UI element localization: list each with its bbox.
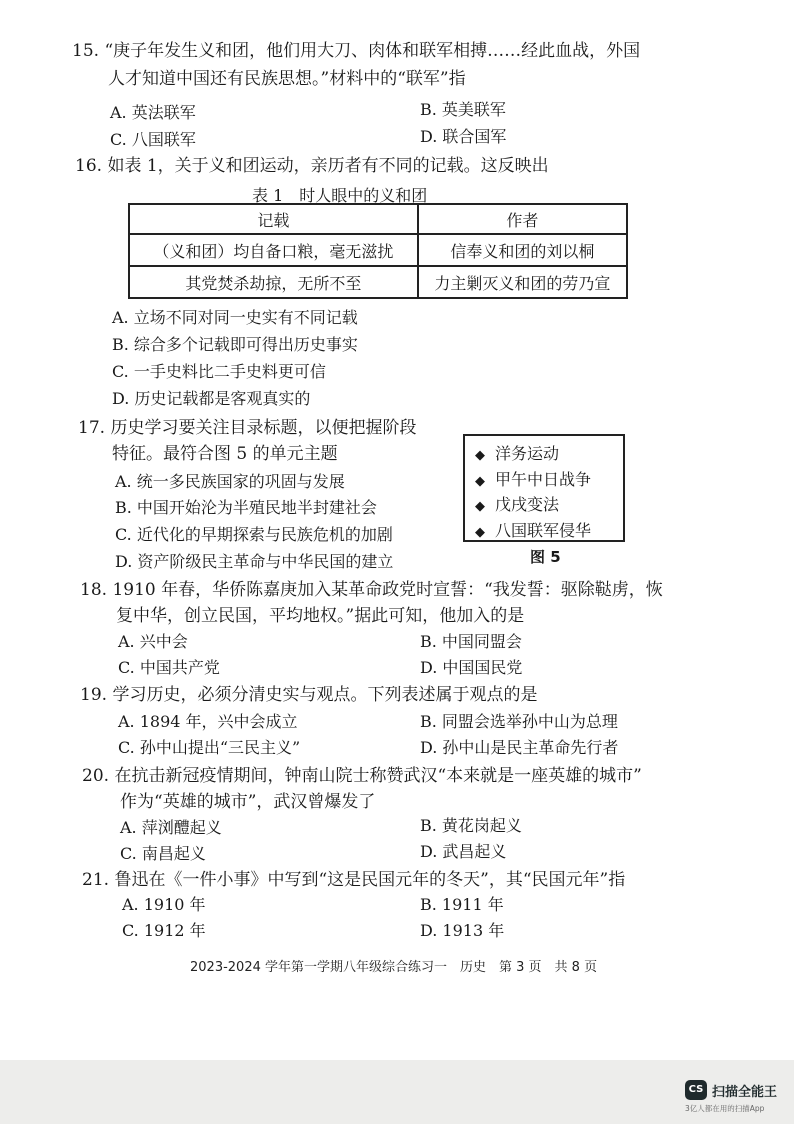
q21-option-b: B. 1911 年 — [420, 895, 504, 914]
table-header-record: 记载 — [129, 204, 418, 234]
q21-option-d: D. 1913 年 — [420, 921, 505, 940]
table-cell: 信奉义和团的刘以桐 — [418, 234, 627, 266]
table-row — [129, 266, 627, 298]
question-19-line-1: 19. 学习历史，必须分清史实与观点。下列表述属于观点的是 — [80, 685, 538, 705]
table-title: 表 1 时人眼中的义和团 — [252, 186, 428, 205]
q19-option-b: B. 同盟会选举孙中山为总理 — [420, 712, 618, 731]
table-header-row — [129, 204, 627, 234]
q17-option-a: A. 统一多民族国家的巩固与发展 — [115, 472, 345, 491]
q21-option-c: C. 1912 年 — [122, 921, 206, 940]
table-cell: 力主剿灭义和团的劳乃宣 — [418, 266, 627, 298]
table-cell: 其党焚杀劫掠，无所不至 — [129, 266, 418, 298]
q20-option-d: D. 武昌起义 — [420, 842, 507, 861]
q19-option-a: A. 1894 年，兴中会成立 — [118, 712, 298, 731]
table-header-author: 作者 — [418, 204, 627, 234]
question-20-line-1: 20. 在抗击新冠疫情期间，钟南山院士称赞武汉“本来就是一座英雄的城市” — [82, 766, 642, 786]
figure-item — [475, 442, 623, 468]
q20-option-c: C. 南昌起义 — [120, 844, 206, 863]
figure-item-label: 甲午中日战争 — [495, 469, 592, 489]
camscanner-logo-icon: CS — [685, 1080, 707, 1100]
diamond-bullet-icon: ◆ — [475, 499, 485, 514]
figure-item — [475, 468, 623, 494]
question-21-line-1: 21. 鲁迅在《一件小事》中写到“这是民国元年的冬天”，其“民国元年”指 — [82, 870, 626, 890]
question-20-line-2: 作为“英雄的城市”，武汉曾爆发了 — [120, 792, 376, 812]
question-18-line-1: 18. 1910 年春，华侨陈嘉庚加入某革命政党时宣誓：“我发誓：驱除鞑虏，恢 — [80, 580, 663, 600]
figure-5-box — [463, 434, 625, 542]
question-18-line-2: 复中华，创立民国，平均地权。”据此可知，他加入的是 — [116, 606, 525, 626]
table-cell: （义和团）均自备口粮，毫无滋扰 — [129, 234, 418, 266]
watermark-name: 扫描全能王 — [712, 1085, 778, 1100]
q19-option-d: D. 孙中山是民主革命先行者 — [420, 738, 619, 757]
q20-option-b: B. 黄花岗起义 — [420, 816, 522, 835]
question-16-line-1: 16. 如表 1，关于义和团运动，亲历者有不同的记载。这反映出 — [75, 156, 549, 176]
q16-option-d: D. 历史记载都是客观真实的 — [112, 389, 311, 408]
diamond-bullet-icon: ◆ — [475, 448, 485, 463]
q15-option-d: D. 联合国军 — [420, 127, 507, 146]
figure-5-caption: 图 5 — [530, 548, 561, 566]
q17-option-b: B. 中国开始沦为半殖民地半封建社会 — [115, 498, 377, 517]
q17-option-d: D. 资产阶级民主革命与中华民国的建立 — [115, 552, 394, 571]
scanner-watermark — [685, 1080, 785, 1116]
question-17-line-1: 17. 历史学习要关注目录标题，以便把握阶段 — [78, 418, 417, 438]
q18-option-b: B. 中国同盟会 — [420, 632, 522, 651]
figure-item-label: 戊戌变法 — [495, 495, 560, 514]
q15-option-c: C. 八国联军 — [110, 130, 196, 149]
diamond-bullet-icon: ◆ — [475, 524, 485, 540]
question-15-line-1: 15. “庚子年发生义和团，他们用大刀、肉体和联军相搏……经此血战，外国 — [72, 41, 641, 61]
scan-margin — [0, 1060, 794, 1124]
table-row — [129, 234, 627, 266]
question-15-line-2: 人才知道中国还有民族思想。”材料中的“联军”指 — [108, 69, 466, 89]
history-table — [128, 203, 628, 299]
figure-item — [475, 493, 623, 519]
q16-option-a: A. 立场不同对同一史实有不同记载 — [112, 308, 358, 327]
figure-item-label: 八国联军侵华 — [495, 520, 592, 540]
q16-option-b: B. 综合多个记载即可得出历史事实 — [112, 335, 358, 354]
diamond-bullet-icon: ◆ — [475, 473, 485, 489]
question-17-line-2: 特征。最符合图 5 的单元主题 — [112, 444, 338, 464]
q15-option-a: A. 英法联军 — [110, 103, 196, 122]
q15-option-b: B. 英美联军 — [420, 100, 506, 119]
q17-option-c: C. 近代化的早期探索与民族危机的加剧 — [115, 525, 393, 544]
figure-item — [475, 519, 623, 545]
q16-option-c: C. 一手史料比二手史料更可信 — [112, 362, 326, 381]
watermark-tagline: 3亿人都在用的扫描App — [685, 1104, 765, 1113]
q21-option-a: A. 1910 年 — [122, 895, 206, 914]
q20-option-a: A. 萍浏醴起义 — [120, 818, 222, 837]
q19-option-c: C. 孙中山提出“三民主义” — [118, 738, 301, 757]
q18-option-c: C. 中国共产党 — [118, 658, 220, 677]
page-footer: 2023-2024 学年第一学期八年级综合练习一 历史 第 3 页 共 8 页 — [190, 960, 598, 975]
q18-option-a: A. 兴中会 — [118, 632, 188, 651]
q18-option-d: D. 中国国民党 — [420, 658, 523, 677]
figure-item-label: 洋务运动 — [495, 444, 560, 463]
